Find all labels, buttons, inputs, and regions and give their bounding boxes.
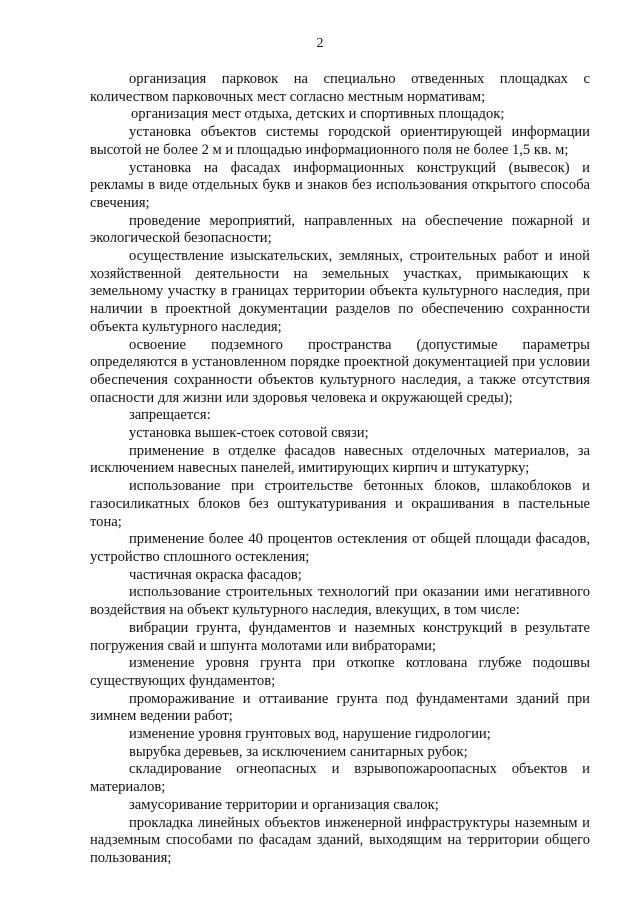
paragraph: вибрации грунта, фундаментов и наземных конструкций в результате погружения свай и шпунта молотами или вибраторами; [90,619,590,654]
paragraph: установка на фасадах информационных конструкций (вывесок) и рекламы в виде отдельных букв и знаков без использования открытого способа свечения; [90,159,590,211]
page-number: 2 [316,36,324,51]
paragraph: проведение мероприятий, направленных на обеспечение пожарной и экологической безопасности; [90,212,590,247]
paragraph: вырубка деревьев, за исключением санитарных рубок; [129,743,468,760]
paragraph: применение более 40 процентов остекления от общей площади фасадов, устройство сплошного остекления; [90,531,590,565]
paragraph-heading: запрещается: [129,407,211,424]
paragraph: изменение уровня грунтовых вод, нарушение гидрологии; [129,726,491,743]
paragraph: установка объектов системы городской ориентирующей информации высотой не более 2 м и площадью информационного поля не более 1,5 кв. м; [90,124,590,158]
paragraph: установка вышек-стоек сотовой связи; [129,425,369,442]
paragraph: изменение уровня грунта при откопке котлована глубже подошвы существующих фундаментов; [90,655,590,689]
paragraph: промораживание и оттаивание грунта под фундаментами зданий при зимнем ведении работ; [90,690,590,725]
paragraph: использование при строительстве бетонных блоков, шлакоблоков и газосиликатных блоков без оштукатуривания и окрашивания в пастельные тона; [90,478,590,530]
paragraph: складирование огнеопасных и взрывопожароопасных объектов и материалов; [90,761,590,796]
paragraph: замусоривание территории и организация свалок; [129,796,439,813]
paragraph: освоение подземного пространства (допустимые параметры определяются в установленном порядке проектной документацией при условии обеспечения сохранности объектов культурного наследия, а также отсутствия опасности для жизни или здоровья человека и окружающей среды); [90,336,590,406]
paragraph: применение в отделке фасадов навесных отделочных материалов, за исключением навесных панелей, имитирующих кирпич и штукатурку; [90,442,590,477]
paragraph: частичная окраска фасадов; [129,566,302,583]
paragraph: осуществление изыскательских, земляных, строительных работ и иной хозяйственной деятельности на земельных участках, примыкающих к земельному участку в границах территории объекта культурного наследия, при наличии в проектной документации разделов по обеспечению сохранности объекта культурного наследия; [90,248,590,335]
paragraph: прокладка линейных объектов инженерной инфраструктуры наземным и надземным способами по фасадам зданий, выходящим на территории общего пользования; [90,814,590,866]
document-body [90,71,590,868]
paragraph: организация мест отдыха, детских и спортивных площадок; [131,106,505,123]
paragraph: организация парковок на специально отведенных площадках с количеством парковочных мест согласно местным нормативам; [90,71,590,105]
paragraph: использование строительных технологий при оказании ими негативного воздействия на объект культурного наследия, влекущих, в том числе: [90,584,590,619]
